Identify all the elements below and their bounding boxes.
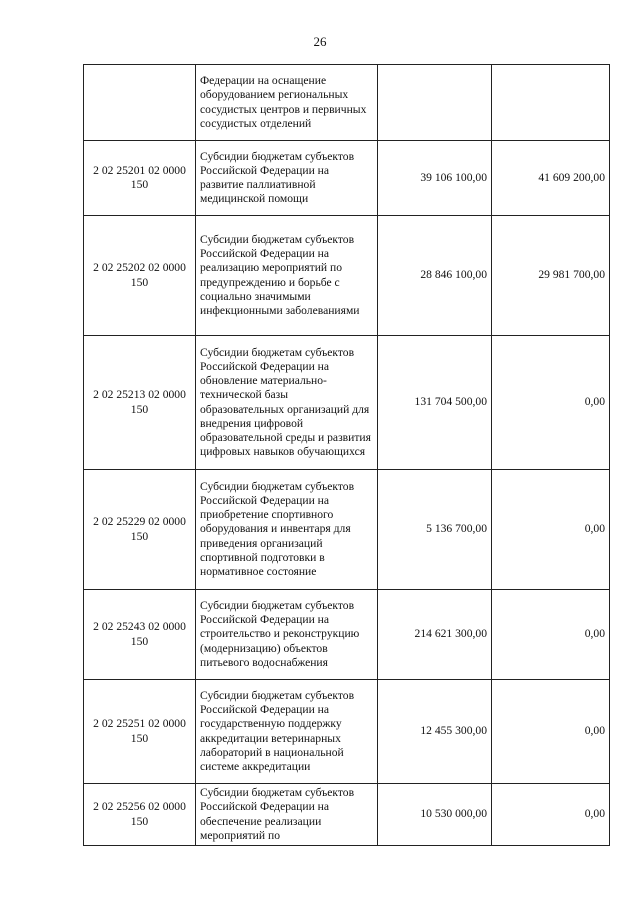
budget-code — [84, 65, 196, 141]
table-row — [84, 784, 610, 846]
table-row — [84, 141, 610, 216]
table-row — [84, 216, 610, 336]
amount-first-year: 10 530 000,00 — [378, 784, 492, 846]
amount-first-year: 214 621 300,00 — [378, 590, 492, 680]
amount-first-year: 5 136 700,00 — [378, 470, 492, 590]
revenue-name: Федерации на оснащение оборудованием региональных сосудистых центров и первичных сосудистых отделений — [196, 65, 378, 141]
revenue-name: Субсидии бюджетам субъектов Российской Федерации на приобретение спортивного оборудования и инвентаря для приведения организаций спортивной подготовки в нормативное состояние — [196, 470, 378, 590]
budget-code: 2 02 25251 02 0000 150 — [84, 680, 196, 784]
amount-second-year: 0,00 — [492, 470, 610, 590]
revenue-name: Субсидии бюджетам субъектов Российской Федерации на государственную поддержку аккредитации ветеринарных лабораторий в национальной системе аккредитации — [196, 680, 378, 784]
revenue-name: Субсидии бюджетам субъектов Российской Федерации на обеспечение реализации мероприятий по — [196, 784, 378, 846]
budget-code: 2 02 25201 02 0000 150 — [84, 141, 196, 216]
table-row — [84, 470, 610, 590]
amount-first-year: 28 846 100,00 — [378, 216, 492, 336]
amount-second-year: 0,00 — [492, 680, 610, 784]
amount-second-year — [492, 65, 610, 141]
table-row — [84, 590, 610, 680]
amount-second-year: 41 609 200,00 — [492, 141, 610, 216]
amount-second-year: 0,00 — [492, 784, 610, 846]
amount-first-year — [378, 65, 492, 141]
revenue-name: Субсидии бюджетам субъектов Российской Федерации на развитие паллиативной медицинской помощи — [196, 141, 378, 216]
revenue-name: Субсидии бюджетам субъектов Российской Федерации на реализацию мероприятий по предупреждению и борьбе с социально значимыми инфекционными заболеваниями — [196, 216, 378, 336]
revenue-name: Субсидии бюджетам субъектов Российской Федерации на строительство и реконструкцию (модернизацию) объектов питьевого водоснабжения — [196, 590, 378, 680]
table-row — [84, 336, 610, 470]
amount-second-year: 29 981 700,00 — [492, 216, 610, 336]
budget-code: 2 02 25213 02 0000 150 — [84, 336, 196, 470]
amount-second-year: 0,00 — [492, 590, 610, 680]
budget-code: 2 02 25202 02 0000 150 — [84, 216, 196, 336]
budget-table — [83, 64, 610, 846]
table-row — [84, 680, 610, 784]
amount-second-year: 0,00 — [492, 336, 610, 470]
table-row — [84, 65, 610, 141]
budget-code: 2 02 25229 02 0000 150 — [84, 470, 196, 590]
page-number: 26 — [313, 34, 327, 49]
amount-first-year: 39 106 100,00 — [378, 141, 492, 216]
budget-code: 2 02 25256 02 0000 150 — [84, 784, 196, 846]
amount-first-year: 131 704 500,00 — [378, 336, 492, 470]
budget-code: 2 02 25243 02 0000 150 — [84, 590, 196, 680]
amount-first-year: 12 455 300,00 — [378, 680, 492, 784]
revenue-name: Субсидии бюджетам субъектов Российской Федерации на обновление материально-технической базы образовательных организаций для внедрения цифровой образовательной среды и развития цифровых навыков обучающихся — [196, 336, 378, 470]
